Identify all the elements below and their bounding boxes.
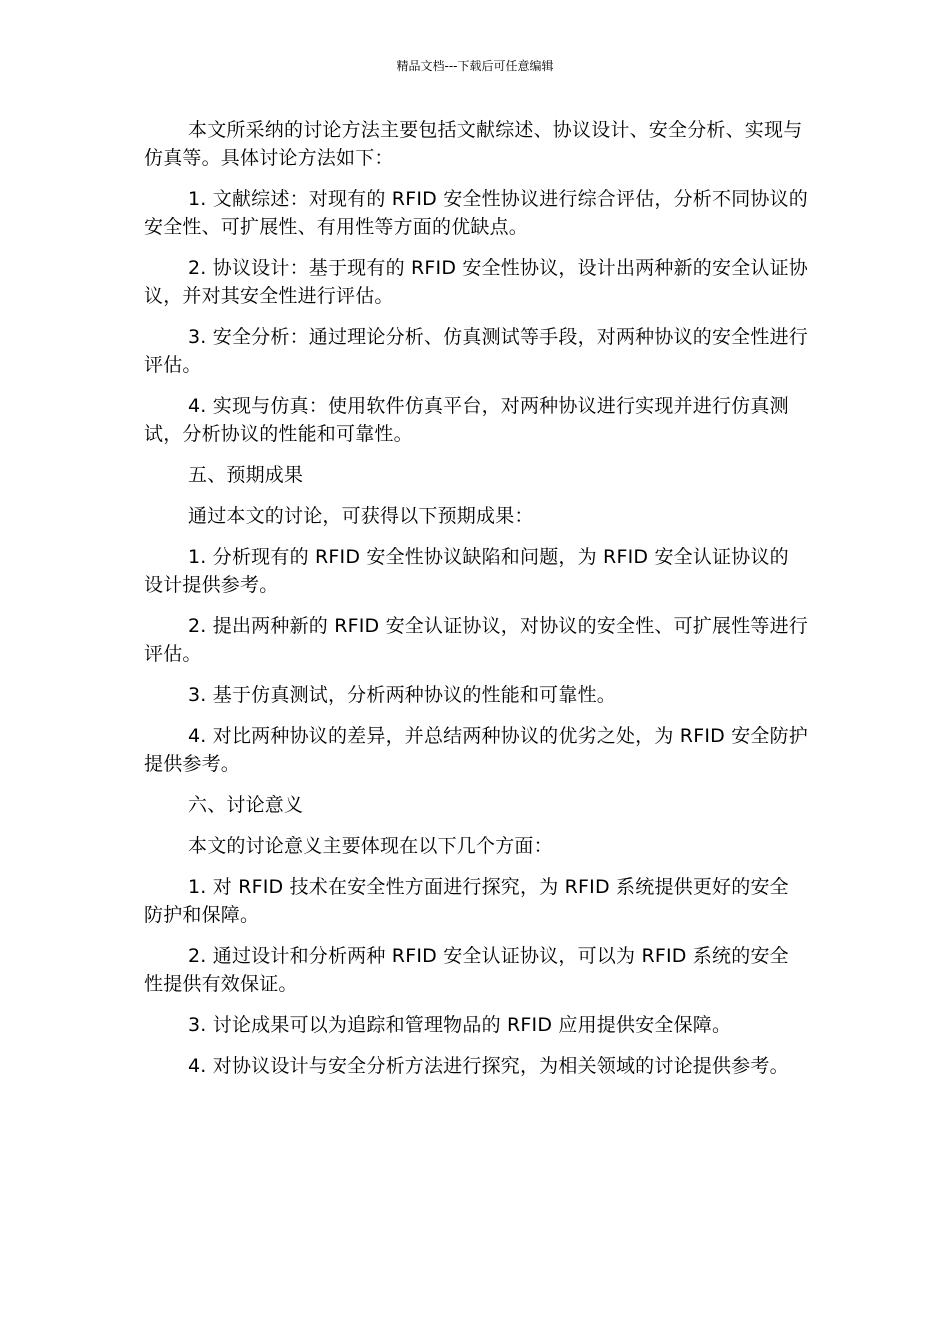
- method-item-security-analysis: 3. 安全分析：通过理论分析、仿真测试等手段，对两种协议的安全性进行评估。: [144, 326, 808, 376]
- method-item-literature-review: 1. 文献综述：对现有的 RFID 安全性协议进行综合评估，分析不同协议的安全性、可扩展性、有用性等方面的优缺点。: [144, 188, 809, 238]
- expected-results-intro: 通过本文的讨论，可获得以下预期成果：: [188, 505, 534, 527]
- intro-paragraph: 本文所采纳的讨论方法主要包括文献综述、协议设计、安全分析、实现与仿真等。具体讨论方法如下：: [144, 119, 803, 169]
- expected-result-item-2: 2. 提出两种新的 RFID 安全认证协议，对协议的安全性、可扩展性等进行评估。: [144, 615, 809, 665]
- significance-intro: 本文的讨论意义主要体现在以下几个方面：: [188, 835, 553, 857]
- document-body: [144, 116, 808, 1080]
- section-heading-significance: 六、讨论意义: [188, 794, 304, 816]
- significance-item-3: 3. 讨论成果可以为追踪和管理物品的 RFID 应用提供安全保障。: [188, 1014, 732, 1036]
- expected-result-item-4: 4. 对比两种协议的差异，并总结两种协议的优劣之处，为 RFID 安全防护提供参考。: [144, 725, 809, 775]
- section-heading-expected-results: 五、预期成果: [188, 464, 304, 486]
- significance-item-4: 4. 对协议设计与安全分析方法进行探究，为相关领域的讨论提供参考。: [188, 1055, 789, 1077]
- method-item-implementation-simulation: 4. 实现与仿真：使用软件仿真平台，对两种协议进行实现并进行仿真测试，分析协议的性能和可靠性。: [144, 395, 789, 445]
- significance-item-1: 1. 对 RFID 技术在安全性方面进行探究，为 RFID 系统提供更好的安全防护和保障。: [144, 876, 789, 926]
- expected-result-item-1: 1. 分析现有的 RFID 安全性协议缺陷和问题，为 RFID 安全认证协议的设计提供参考。: [144, 546, 789, 596]
- significance-item-2: 2. 通过设计和分析两种 RFID 安全认证协议，可以为 RFID 系统的安全性提供有效保证。: [144, 945, 789, 995]
- page-header: 精品文档---下载后可任意编辑: [396, 59, 554, 73]
- method-item-protocol-design: 2. 协议设计：基于现有的 RFID 安全性协议，设计出两种新的安全认证协议，并对其安全性进行评估。: [144, 257, 809, 307]
- expected-result-item-3: 3. 基于仿真测试，分析两种协议的性能和可靠性。: [188, 684, 616, 706]
